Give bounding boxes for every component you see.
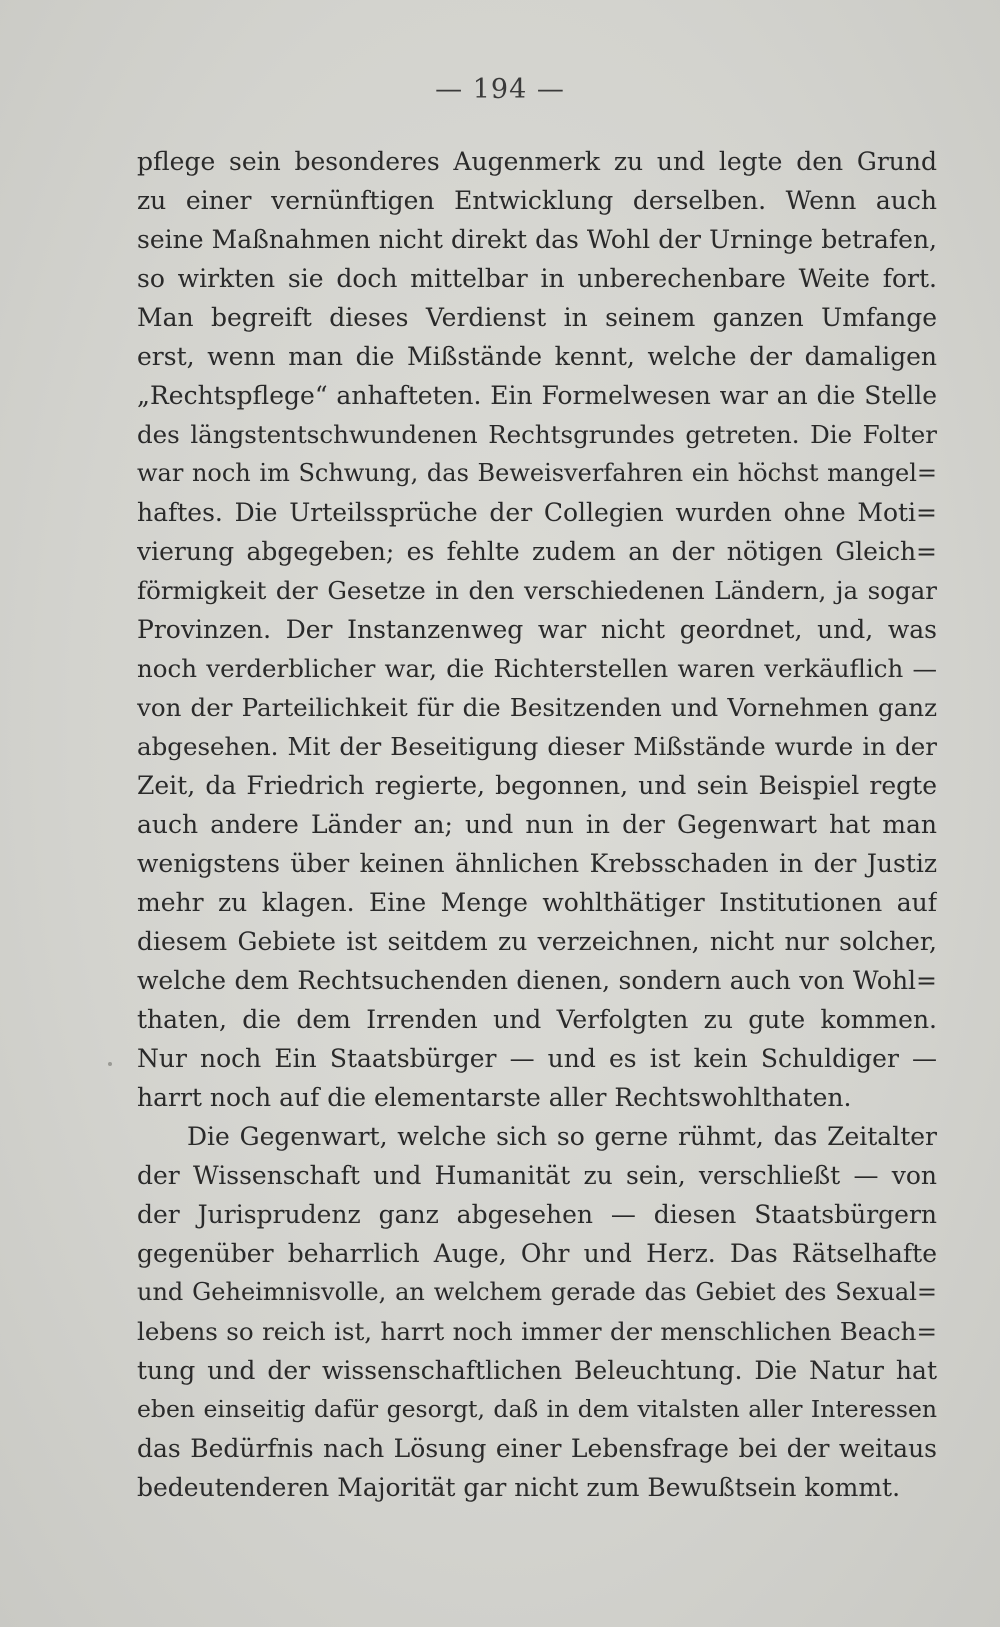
text-line: so wirkten sie doch mittelbar in unberechenbare Weite fort.	[137, 264, 937, 293]
text-line: abgesehen. Mit der Beseitigung dieser Mißstände wurde in der	[137, 732, 937, 761]
text-line: erst, wenn man die Mißstände kennt, welche der damaligen	[137, 342, 937, 371]
text-line: vierung abgegeben; es fehlte zudem an der nötigen Gleich=	[137, 537, 937, 566]
text-line: wenigstens über keinen ähnlichen Krebsschaden in der Justiz	[137, 849, 937, 878]
text-line: thaten, die dem Irrenden und Verfolgten zu gute kommen.	[137, 1005, 937, 1034]
text-line: Provinzen. Der Instanzenweg war nicht geordnet, und, was	[137, 615, 937, 644]
text-line: lebens so reich ist, harrt noch immer der menschlichen Beach=	[137, 1317, 937, 1346]
text-line: der Jurisprudenz ganz abgesehen — diesen Staatsbürgern	[137, 1200, 937, 1229]
text-line: seine Maßnahmen nicht direkt das Wohl der Urninge betrafen,	[137, 225, 937, 254]
text-line: welche dem Rechtsuchenden dienen, sondern auch von Wohl=	[137, 966, 937, 995]
text-line: gegenüber beharrlich Auge, Ohr und Herz. Das Rätselhafte	[137, 1239, 937, 1268]
text-line: Nur noch Ein Staatsbürger — und es ist kein Schuldiger —	[137, 1044, 937, 1073]
text-line: tung und der wissenschaftlichen Beleuchtung. Die Natur hat	[137, 1356, 937, 1385]
text-line: harrt noch auf die elementarste aller Rechtswohlthaten.	[137, 1083, 852, 1112]
text-line: der Wissenschaft und Humanität zu sein, verschließt — von	[137, 1161, 937, 1190]
paragraph	[137, 1117, 937, 1507]
paragraph	[137, 142, 937, 1117]
text-line: diesem Gebiete ist seitdem zu verzeichnen, nicht nur solcher,	[137, 927, 937, 956]
text-line: Die Gegenwart, welche sich so gerne rühmt, das Zeitalter	[187, 1122, 937, 1151]
text-line: bedeutenderen Majorität gar nicht zum Bewußtsein kommt.	[137, 1473, 901, 1502]
paper-speck	[108, 1062, 112, 1066]
text-line: „Rechtspflege“ anhafteten. Ein Formelwesen war an die Stelle	[137, 381, 937, 410]
text-line: von der Parteilichkeit für die Besitzenden und Vornehmen ganz	[137, 693, 937, 722]
text-line: auch andere Länder an; und nun in der Gegenwart hat man	[137, 810, 937, 839]
text-line: das Bedürfnis nach Lösung einer Lebensfrage bei der weitaus	[137, 1434, 937, 1463]
page-number: — 194 —	[435, 74, 565, 105]
text-line: Zeit, da Friedrich regierte, begonnen, und sein Beispiel regte	[137, 771, 937, 800]
text-line: Man begreift dieses Verdienst in seinem ganzen Umfange	[137, 303, 937, 332]
text-line: noch verderblicher war, die Richterstellen waren verkäuflich —	[137, 654, 937, 683]
text-line: haftes. Die Urteilssprüche der Collegien wurden ohne Moti=	[137, 498, 937, 527]
text-line: eben einseitig dafür gesorgt, daß in dem vitalsten aller Interessen	[137, 1395, 937, 1423]
text-line: förmigkeit der Gesetze in den verschiedenen Ländern, ja sogar	[137, 576, 937, 605]
text-line: und Geheimnisvolle, an welchem gerade das Gebiet des Sexual=	[137, 1278, 937, 1306]
text-line: zu einer vernünftigen Entwicklung derselben. Wenn auch	[137, 186, 937, 215]
text-line: des längstentschwundenen Rechtsgrundes getreten. Die Folter	[137, 420, 937, 449]
text-line: pflege sein besonderes Augenmerk zu und legte den Grund	[137, 147, 937, 176]
text-line: mehr zu klagen. Eine Menge wohlthätiger Institutionen auf	[137, 888, 937, 917]
text-line: war noch im Schwung, das Beweisverfahren ein höchst mangel=	[137, 459, 937, 487]
body-text	[137, 142, 937, 1507]
